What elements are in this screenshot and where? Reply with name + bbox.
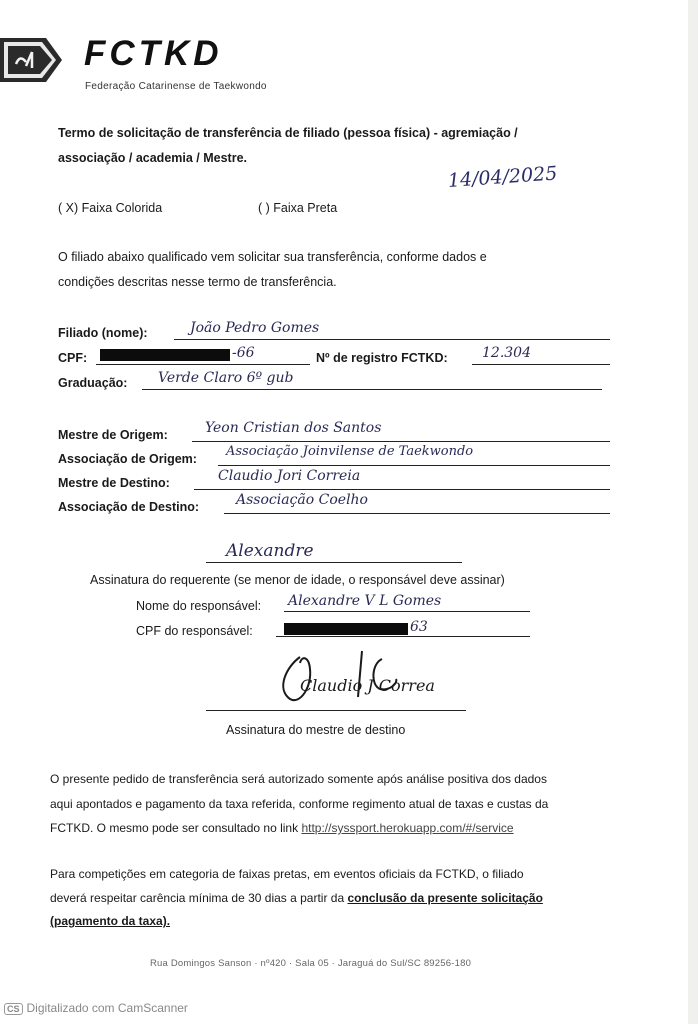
handwritten-date: 14/04/2025 (447, 162, 559, 192)
brand-name: FCTKD (84, 34, 223, 73)
assoc-origem-line (218, 465, 610, 466)
cpf-partial-value: -66 (232, 345, 255, 361)
note2-line2-text: deverá respeitar carência mínima de 30 dias a partir da (50, 891, 345, 905)
form-title-line1: Termo de solicitação de transferência de filiado (pessoa física) - agremiação / (58, 126, 518, 140)
option-black-belt: ( ) Faixa Preta (258, 201, 338, 215)
form-title-line2: associação / academia / Mestre. (58, 151, 247, 165)
responsavel-line (284, 611, 530, 612)
responsavel-label: Nome do responsável: (136, 599, 262, 613)
graduacao-line (142, 389, 602, 390)
intro-line1: O filiado abaixo qualificado vem solicitar sua transferência, conforme dados e (58, 250, 487, 264)
page-edge-shadow (688, 0, 698, 1024)
brand-subtitle: Federação Catarinense de Taekwondo (85, 81, 267, 92)
note1-line3 (50, 820, 514, 836)
option-colored-belt: ( X) Faixa Colorida (58, 201, 163, 215)
fctkd-logo-icon (0, 32, 62, 88)
mestre-signature: Claudio J Correa (300, 676, 435, 695)
assoc-destino-label: Associação de Destino: (58, 500, 200, 514)
requerente-signature: Alexandre (226, 541, 314, 561)
assoc-origem-label: Associação de Origem: (58, 452, 197, 466)
note1-line2: aqui apontados e pagamento da taxa referida, conforme regimento atual de taxas e custas da (50, 797, 549, 811)
cpf-responsavel-redaction (284, 623, 408, 635)
graduacao-label: Graduação: (58, 376, 128, 390)
mestre-origem-label: Mestre de Origem: (58, 428, 168, 442)
mestre-destino-value: Claudio Jori Correia (218, 468, 361, 484)
registro-value: 12.304 (482, 345, 531, 361)
mestre-destino-label: Mestre de Destino: (58, 476, 170, 490)
assoc-destino-line (224, 513, 610, 514)
cpf-responsavel-line (276, 636, 530, 637)
requerente-caption: Assinatura do requerente (se menor de idade, o responsável deve assinar) (90, 573, 505, 587)
service-link[interactable]: http://syssport.herokuapp.com/#/service (301, 821, 514, 835)
camscanner-watermark (4, 1001, 188, 1015)
cpf-line (96, 364, 310, 365)
mestre-origem-value: Yeon Cristian dos Santos (205, 420, 382, 436)
note2-line3: (pagamento da taxa). (50, 914, 171, 928)
graduacao-value: Verde Claro 6º gub (158, 370, 294, 386)
cpf-label: CPF: (58, 351, 88, 365)
mestre-origem-line (192, 441, 610, 442)
note1-line1: O presente pedido de transferência será autorizado somente após análise positiva dos dados (50, 772, 547, 786)
mestre-caption: Assinatura do mestre de destino (226, 723, 406, 737)
note2-emphasis: conclusão da presente solicitação (347, 891, 543, 905)
assoc-destino-value: Associação Coelho (236, 492, 368, 508)
note2-line2 (50, 890, 543, 906)
camscanner-text: Digitalizado com CamScanner (26, 1001, 188, 1015)
mestre-destino-line (194, 489, 610, 490)
filiado-label: Filiado (nome): (58, 326, 148, 340)
note2-line1: Para competições em categoria de faixas pretas, em eventos oficiais da FCTKD, o filiado (50, 867, 524, 881)
registro-line (472, 364, 610, 365)
intro-line2: condições descritas nesse termo de transferência. (58, 275, 337, 289)
camscanner-logo-icon: CS (4, 1003, 23, 1015)
mestre-signature-line (206, 710, 466, 711)
cpf-redaction (100, 349, 230, 361)
footer-address: Rua Domingos Sanson · nº420 · Sala 05 · Jaraguá do Sul/SC 89256-180 (150, 958, 472, 969)
assoc-origem-value: Associação Joinvilense de Taekwondo (226, 444, 474, 459)
note1-line3-text: FCTKD. O mesmo pode ser consultado no link (50, 821, 299, 835)
filiado-value: João Pedro Gomes (190, 320, 320, 336)
registro-label: Nº de registro FCTKD: (316, 351, 448, 365)
requerente-signature-line (206, 562, 462, 563)
filiado-line (174, 339, 610, 340)
cpf-responsavel-partial: 63 (410, 619, 428, 635)
responsavel-value: Alexandre V L Gomes (288, 593, 442, 609)
cpf-responsavel-label: CPF do responsável: (136, 624, 253, 638)
